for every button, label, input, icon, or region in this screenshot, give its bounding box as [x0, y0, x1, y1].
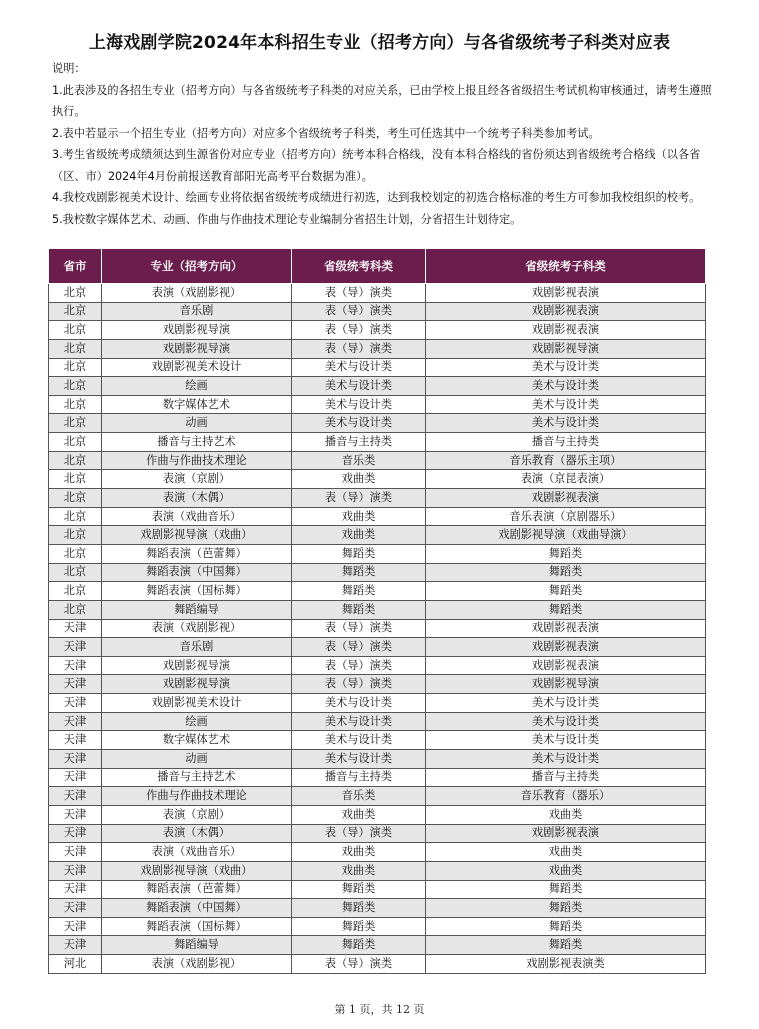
note-item: 2.表中若显示一个招生专业（招考方向）对应多个省级统考子科类，考生可任选其中一个统考子科类参加考试。 [52, 126, 600, 140]
cell-exam-category: 播音与主持类 [292, 768, 426, 787]
cell-exam-subcategory: 舞蹈类 [426, 917, 706, 936]
cell-major: 表演（木偶） [102, 489, 292, 508]
cell-province: 天津 [49, 712, 102, 731]
cell-province: 北京 [49, 284, 102, 303]
header-major: 专业（招考方向） [102, 249, 292, 284]
cell-major: 动画 [102, 414, 292, 433]
cell-exam-subcategory: 播音与主持类 [426, 433, 706, 452]
cell-major: 舞蹈表演（国标舞） [102, 582, 292, 601]
cell-exam-category: 美术与设计类 [292, 358, 426, 377]
cell-major: 表演（京剧） [102, 805, 292, 824]
table-row [49, 768, 706, 787]
table-row [49, 284, 706, 303]
table-row [49, 899, 706, 918]
cell-exam-category: 表（导）演类 [292, 339, 426, 358]
table-row [49, 675, 706, 694]
table-row [49, 395, 706, 414]
cell-exam-category: 表（导）演类 [292, 824, 426, 843]
cell-major: 舞蹈表演（中国舞） [102, 899, 292, 918]
cell-major: 戏剧影视导演（戏曲） [102, 526, 292, 545]
cell-exam-subcategory: 播音与主持类 [426, 768, 706, 787]
cell-major: 戏剧影视导演（戏曲） [102, 861, 292, 880]
table-row [49, 582, 706, 601]
table-row [49, 489, 706, 508]
note-item: 4.我校戏剧影视美术设计、绘画专业将依据省级统考成绩进行初选，达到我校划定的初选合格标准的考生方可参加我校组织的校考。 [52, 191, 701, 204]
table-row [49, 339, 706, 358]
cell-exam-category: 舞蹈类 [292, 880, 426, 899]
table-row [49, 377, 706, 396]
cell-province: 天津 [49, 861, 102, 880]
table-row [49, 731, 706, 750]
cell-exam-subcategory: 戏剧影视表演 [426, 284, 706, 303]
table-row [49, 358, 706, 377]
cell-major: 表演（木偶） [102, 824, 292, 843]
table-row [49, 600, 706, 619]
table-row [49, 712, 706, 731]
cell-major: 表演（戏曲音乐） [102, 507, 292, 526]
table-row [49, 470, 706, 489]
cell-exam-category: 舞蹈类 [292, 544, 426, 563]
cell-exam-subcategory: 舞蹈类 [426, 600, 706, 619]
cell-province: 天津 [49, 675, 102, 694]
cell-exam-subcategory: 戏剧影视表演 [426, 656, 706, 675]
cell-province: 北京 [49, 582, 102, 601]
cell-exam-category: 戏曲类 [292, 470, 426, 489]
cell-exam-category: 表（导）演类 [292, 675, 426, 694]
cell-major: 音乐剧 [102, 638, 292, 657]
table-row [49, 451, 706, 470]
cell-exam-subcategory: 戏剧影视表演 [426, 489, 706, 508]
cell-exam-category: 美术与设计类 [292, 750, 426, 769]
cell-exam-category: 表（导）演类 [292, 321, 426, 340]
cell-major: 戏剧影视导演 [102, 339, 292, 358]
cell-exam-category: 播音与主持类 [292, 433, 426, 452]
table-row [49, 936, 706, 955]
cell-exam-subcategory: 音乐教育（器乐） [426, 787, 706, 806]
cell-exam-category: 舞蹈类 [292, 917, 426, 936]
cell-major: 表演（戏剧影视） [102, 955, 292, 974]
cell-major: 表演（京剧） [102, 470, 292, 489]
cell-exam-subcategory: 戏剧影视表演类 [426, 955, 706, 974]
cell-exam-category: 表（导）演类 [292, 955, 426, 974]
cell-province: 天津 [49, 880, 102, 899]
cell-exam-subcategory: 舞蹈类 [426, 899, 706, 918]
cell-province: 天津 [49, 824, 102, 843]
header-province: 省市 [49, 249, 102, 284]
table-row [49, 861, 706, 880]
cell-province: 北京 [49, 395, 102, 414]
cell-major: 数字媒体艺术 [102, 395, 292, 414]
cell-exam-subcategory: 美术与设计类 [426, 750, 706, 769]
cell-exam-subcategory: 美术与设计类 [426, 395, 706, 414]
cell-major: 舞蹈表演（国标舞） [102, 917, 292, 936]
cell-exam-category: 表（导）演类 [292, 656, 426, 675]
cell-major: 戏剧影视导演 [102, 321, 292, 340]
cell-province: 天津 [49, 731, 102, 750]
cell-exam-category: 舞蹈类 [292, 899, 426, 918]
cell-major: 戏剧影视导演 [102, 675, 292, 694]
cell-major: 舞蹈表演（中国舞） [102, 563, 292, 582]
cell-exam-subcategory: 舞蹈类 [426, 563, 706, 582]
cell-major: 动画 [102, 750, 292, 769]
cell-province: 北京 [49, 377, 102, 396]
cell-major: 表演（戏曲音乐） [102, 843, 292, 862]
table-row [49, 414, 706, 433]
table-row [49, 805, 706, 824]
cell-major: 舞蹈编导 [102, 936, 292, 955]
cell-exam-category: 表（导）演类 [292, 638, 426, 657]
table-row [49, 843, 706, 862]
cell-exam-category: 音乐类 [292, 451, 426, 470]
cell-major: 作曲与作曲技术理论 [102, 451, 292, 470]
cell-province: 天津 [49, 619, 102, 638]
cell-exam-subcategory: 美术与设计类 [426, 694, 706, 713]
cell-exam-category: 舞蹈类 [292, 600, 426, 619]
cell-exam-subcategory: 美术与设计类 [426, 414, 706, 433]
cell-exam-category: 戏曲类 [292, 861, 426, 880]
cell-province: 北京 [49, 321, 102, 340]
table-row [49, 302, 706, 321]
cell-province: 天津 [49, 638, 102, 657]
cell-exam-subcategory: 戏剧影视表演 [426, 321, 706, 340]
cell-exam-category: 戏曲类 [292, 526, 426, 545]
cell-major: 戏剧影视美术设计 [102, 358, 292, 377]
table-row [49, 694, 706, 713]
table-row [49, 433, 706, 452]
cell-province: 天津 [49, 936, 102, 955]
table-row [49, 507, 706, 526]
table-row [49, 563, 706, 582]
cell-exam-category: 表（导）演类 [292, 489, 426, 508]
table-row [49, 619, 706, 638]
cell-exam-category: 舞蹈类 [292, 563, 426, 582]
notes-section [52, 58, 712, 230]
cell-province: 北京 [49, 358, 102, 377]
cell-major: 作曲与作曲技术理论 [102, 787, 292, 806]
cell-exam-subcategory: 戏剧影视导演 [426, 675, 706, 694]
cell-major: 音乐剧 [102, 302, 292, 321]
cell-exam-category: 音乐类 [292, 787, 426, 806]
notes-heading: 说明： [52, 62, 86, 75]
mapping-table [48, 248, 706, 974]
cell-exam-subcategory: 舞蹈类 [426, 880, 706, 899]
cell-major: 戏剧影视美术设计 [102, 694, 292, 713]
cell-exam-subcategory: 戏曲类 [426, 805, 706, 824]
cell-major: 绘画 [102, 712, 292, 731]
cell-exam-subcategory: 戏剧影视导演（戏曲导演） [426, 526, 706, 545]
cell-exam-subcategory: 美术与设计类 [426, 712, 706, 731]
table-row [49, 955, 706, 974]
cell-exam-category: 戏曲类 [292, 805, 426, 824]
cell-province: 天津 [49, 917, 102, 936]
table-row [49, 880, 706, 899]
cell-exam-subcategory: 音乐表演（京剧器乐） [426, 507, 706, 526]
cell-exam-subcategory: 戏剧影视表演 [426, 824, 706, 843]
cell-major: 舞蹈表演（芭蕾舞） [102, 544, 292, 563]
cell-major: 舞蹈编导 [102, 600, 292, 619]
cell-province: 天津 [49, 656, 102, 675]
cell-exam-category: 表（导）演类 [292, 619, 426, 638]
cell-exam-subcategory: 美术与设计类 [426, 731, 706, 750]
cell-province: 天津 [49, 787, 102, 806]
cell-province: 北京 [49, 526, 102, 545]
note-item: 1.此表涉及的各招生专业（招考方向）与各省级统考子科类的对应关系，已由学校上报且经各省级招生考试机构审核通过，请考生遵照执行。 [52, 83, 712, 118]
cell-exam-category: 舞蹈类 [292, 936, 426, 955]
cell-province: 天津 [49, 750, 102, 769]
table-row [49, 824, 706, 843]
table-row [49, 638, 706, 657]
cell-province: 北京 [49, 339, 102, 358]
cell-exam-subcategory: 戏曲类 [426, 843, 706, 862]
cell-province: 北京 [49, 507, 102, 526]
cell-exam-category: 美术与设计类 [292, 395, 426, 414]
cell-exam-category: 戏曲类 [292, 507, 426, 526]
cell-province: 天津 [49, 694, 102, 713]
cell-province: 河北 [49, 955, 102, 974]
cell-major: 表演（戏剧影视） [102, 284, 292, 303]
cell-exam-category: 美术与设计类 [292, 731, 426, 750]
cell-province: 北京 [49, 544, 102, 563]
cell-major: 播音与主持艺术 [102, 768, 292, 787]
cell-province: 北京 [49, 600, 102, 619]
cell-exam-category: 美术与设计类 [292, 377, 426, 396]
cell-province: 北京 [49, 451, 102, 470]
cell-province: 北京 [49, 302, 102, 321]
cell-province: 北京 [49, 563, 102, 582]
table-row [49, 750, 706, 769]
cell-exam-subcategory: 戏曲类 [426, 861, 706, 880]
cell-exam-subcategory: 美术与设计类 [426, 377, 706, 396]
cell-province: 天津 [49, 843, 102, 862]
cell-exam-category: 美术与设计类 [292, 694, 426, 713]
cell-major: 绘画 [102, 377, 292, 396]
cell-exam-subcategory: 戏剧影视表演 [426, 638, 706, 657]
cell-exam-category: 表（导）演类 [292, 284, 426, 303]
cell-exam-category: 表（导）演类 [292, 302, 426, 321]
cell-exam-subcategory: 音乐教育（器乐主项） [426, 451, 706, 470]
note-item: 3.考生省级统考成绩须达到生源省份对应专业（招考方向）统考本科合格线，没有本科合格线的省份须达到省级统考合格线（以各省（区、市）2024年4月份前报送教育部阳光高考平台数据为准）。 [52, 148, 701, 183]
cell-exam-subcategory: 表演（京昆表演） [426, 470, 706, 489]
cell-exam-subcategory: 戏剧影视表演 [426, 619, 706, 638]
table-body [49, 284, 706, 974]
table-row [49, 544, 706, 563]
table-row [49, 656, 706, 675]
header-exam-subcategory: 省级统考子科类 [426, 249, 706, 284]
cell-province: 天津 [49, 805, 102, 824]
cell-major: 数字媒体艺术 [102, 731, 292, 750]
cell-exam-category: 舞蹈类 [292, 582, 426, 601]
cell-exam-subcategory: 戏剧影视导演 [426, 339, 706, 358]
cell-major: 表演（戏剧影视） [102, 619, 292, 638]
header-exam-category: 省级统考科类 [292, 249, 426, 284]
table-row [49, 321, 706, 340]
cell-major: 戏剧影视导演 [102, 656, 292, 675]
page-footer: 第 1 页，共 12 页 [334, 1003, 425, 1016]
table-header-row [49, 249, 706, 284]
page-title: 上海戏剧学院2024年本科招生专业（招考方向）与各省级统考子科类对应表 [88, 33, 671, 53]
cell-exam-subcategory: 舞蹈类 [426, 936, 706, 955]
table-row [49, 526, 706, 545]
cell-exam-subcategory: 舞蹈类 [426, 582, 706, 601]
cell-exam-subcategory: 戏剧影视表演 [426, 302, 706, 321]
cell-province: 北京 [49, 414, 102, 433]
table-row [49, 787, 706, 806]
cell-province: 北京 [49, 470, 102, 489]
cell-province: 天津 [49, 899, 102, 918]
cell-exam-subcategory: 美术与设计类 [426, 358, 706, 377]
cell-province: 北京 [49, 489, 102, 508]
cell-exam-category: 戏曲类 [292, 843, 426, 862]
cell-province: 北京 [49, 433, 102, 452]
note-item: 5.我校数字媒体艺术、动画、作曲与作曲技术理论专业编制分省招生计划，分省招生计划待定。 [52, 212, 522, 226]
cell-exam-subcategory: 舞蹈类 [426, 544, 706, 563]
cell-province: 天津 [49, 768, 102, 787]
cell-exam-category: 美术与设计类 [292, 712, 426, 731]
cell-exam-category: 美术与设计类 [292, 414, 426, 433]
table-row [49, 917, 706, 936]
cell-major: 播音与主持艺术 [102, 433, 292, 452]
cell-major: 舞蹈表演（芭蕾舞） [102, 880, 292, 899]
